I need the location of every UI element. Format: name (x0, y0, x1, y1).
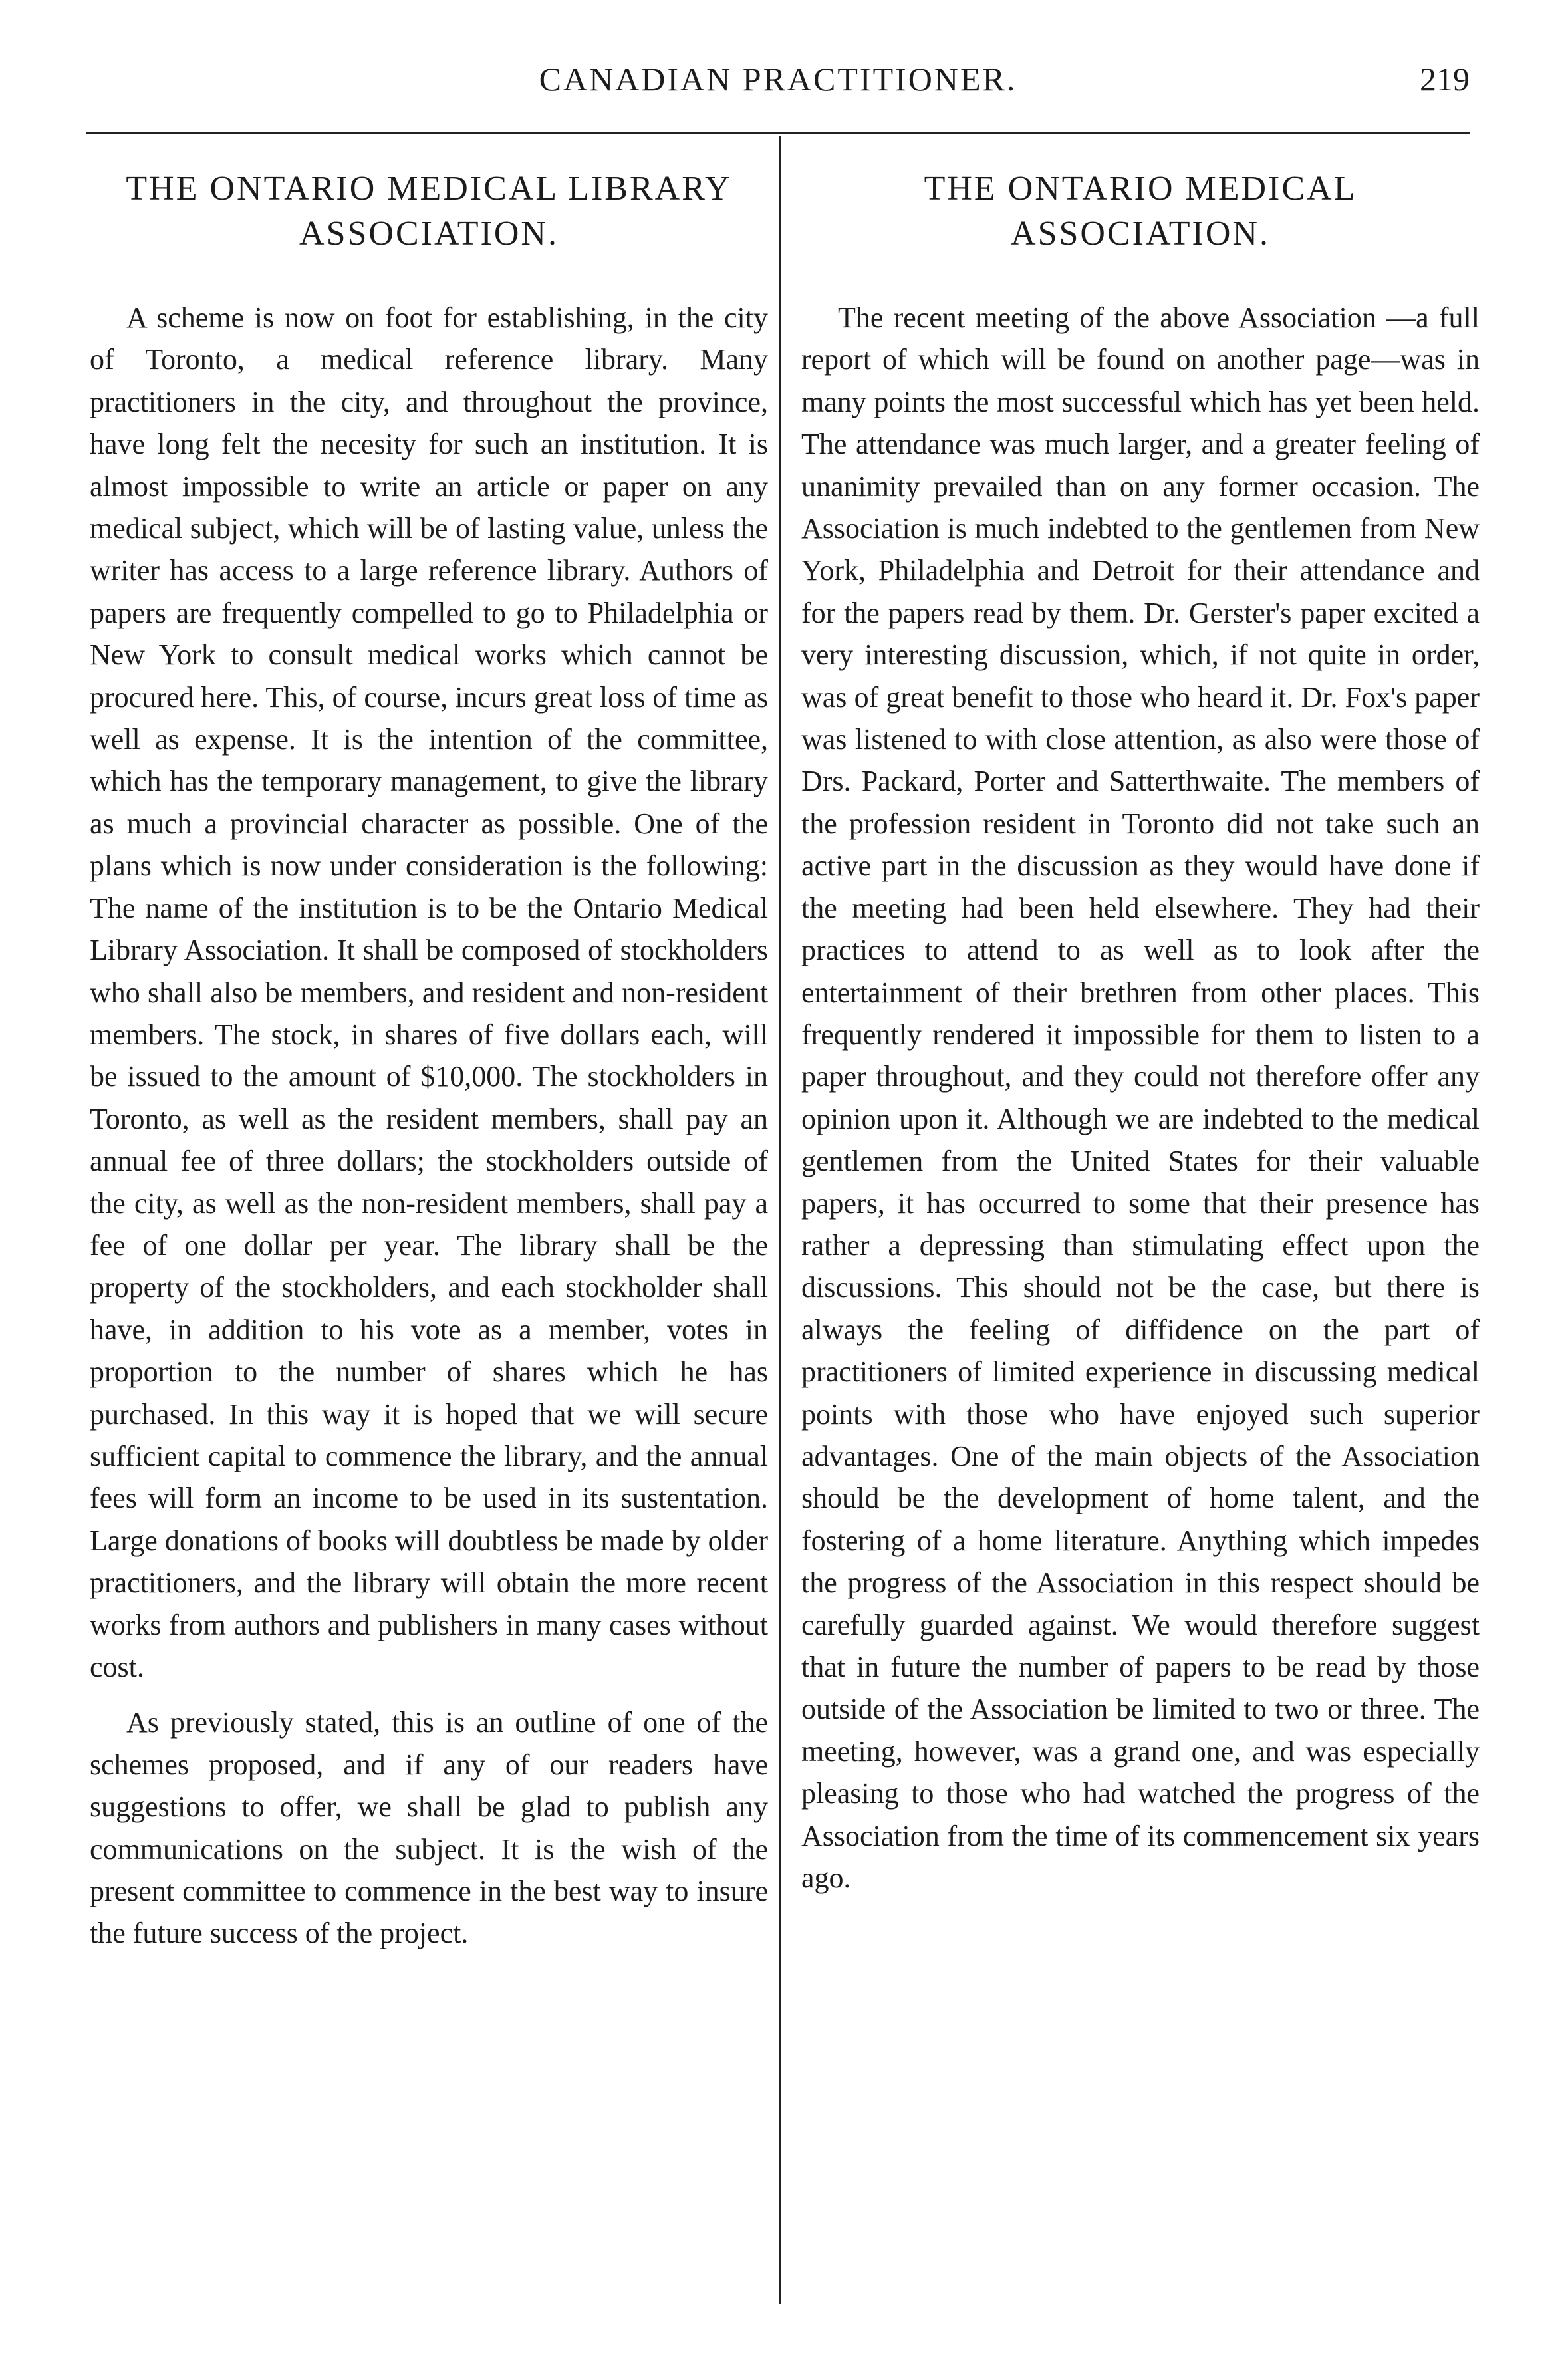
association-article-title (801, 166, 1480, 257)
library-paragraph-2: As previously stated, this is an outline of one of the schemes proposed, and if any of our readers have suggestions to offer, we shall be glad to publish any communications on the subject. It is the wish of the present committee to commence in the best way to insure the future success of the project. (90, 1706, 768, 1950)
page-number: 219 (1420, 61, 1470, 98)
library-title-line-2: ASSOCIATION. (299, 215, 559, 253)
library-article-title (90, 166, 768, 257)
running-title: CANADIAN PRACTITIONER. (539, 61, 1017, 98)
association-paragraph-1: The recent meeting of the above Association —a full report of which will be found on another page—was in many points the most successful which has yet been held. The attendance was much larger, and a greater feeling of unanimity prevailed than on any former occasion. The Association is much indebted to the gentlemen from New York, Philadelphia and Detroit for their attendance and for the papers read by them. Dr. Gerster's paper excited a very interesting discussion, which, if not quite in order, was of great benefit to those who heard it. Dr. Fox's paper was listened to with close attention, as also were those of Drs. Packard, Porter and Satterthwaite. The members of the profession resident in Toronto did not take such an active part in the discussion as they would have done if the meeting had been held elsewhere. They had their practices to attend to as well as to look after the entertainment of their brethren from other places. This frequently rendered it impossible for them to listen to a paper throughout, and they could not therefore offer any opinion upon it. Although we are indebted to the medical gentlemen from the United States for their valuable papers, it has occurred to some that their presence has rather a depressing than stimulating effect upon the discussions. This should not be the case, but there is always the feeling of diffidence on the part of practitioners of limited experience in discussing medical points with those who have enjoyed such superior advantages. One of the main objects of the Association should be the development of home talent, and the fostering of a home literature. Anything which impedes the progress of the Association in this respect should be carefully guarded against. We would therefore suggest that in future the number of papers to be read by those outside of the Association be limited to two or three. The meeting, however, was a grand one, and was especially pleasing to those who had watched the progress of the Association from the time of its commencement six years ago. (801, 301, 1480, 1895)
library-paragraph-1: A scheme is now on foot for establishing, in the city of Toronto, a medical reference library. Many practitioners in the city, and throughout the province, have long felt the necesity for such an institution. It is almost impossible to write an article or paper on any medical subject, which will be of lasting value, unless the writer has access to a large reference library. Authors of papers are frequently compelled to go to Philadelphia or New York to consult medical works which cannot be procured here. This, of course, incurs great loss of time as well as expense. It is the intention of the committee, which has the temporary management, to give the library as much a provincial character as possible. One of the plans which is now under consideration is the following: The name of the institution is to be the Ontario Medical Library Association. It shall be composed of stockholders who shall also be members, and resident and non-resident members. The stock, in shares of five dollars each, will be issued to the amount of $10,000. The stockholders in Toronto, as well as the resident members, shall pay an annual fee of three dollars; the stockholders outside of the city, as well as the non-resident members, shall pay a fee of one dollar per year. The library shall be the property of the stockholders, and each stockholder shall have, in addition to his vote as a member, votes in proportion to the number of shares which he has purchased. In this way it is hoped that we will secure sufficient capital to commence the library, and the annual fees will form an income to be used in its sustentation. Large donations of books will doubtless be made by older practitioners, and the library will obtain the more recent works from authors and publishers in many cases without cost. (90, 301, 768, 1683)
column-divider (779, 136, 781, 2304)
library-title-line-1: THE ONTARIO MEDICAL LIBRARY (126, 170, 732, 208)
page-header (86, 47, 1470, 113)
association-title-line-1: THE ONTARIO MEDICAL (924, 170, 1357, 208)
header-rule (86, 132, 1470, 134)
right-column (801, 166, 1480, 1912)
left-column (90, 166, 768, 1968)
association-title-line-2: ASSOCIATION. (1011, 215, 1270, 253)
